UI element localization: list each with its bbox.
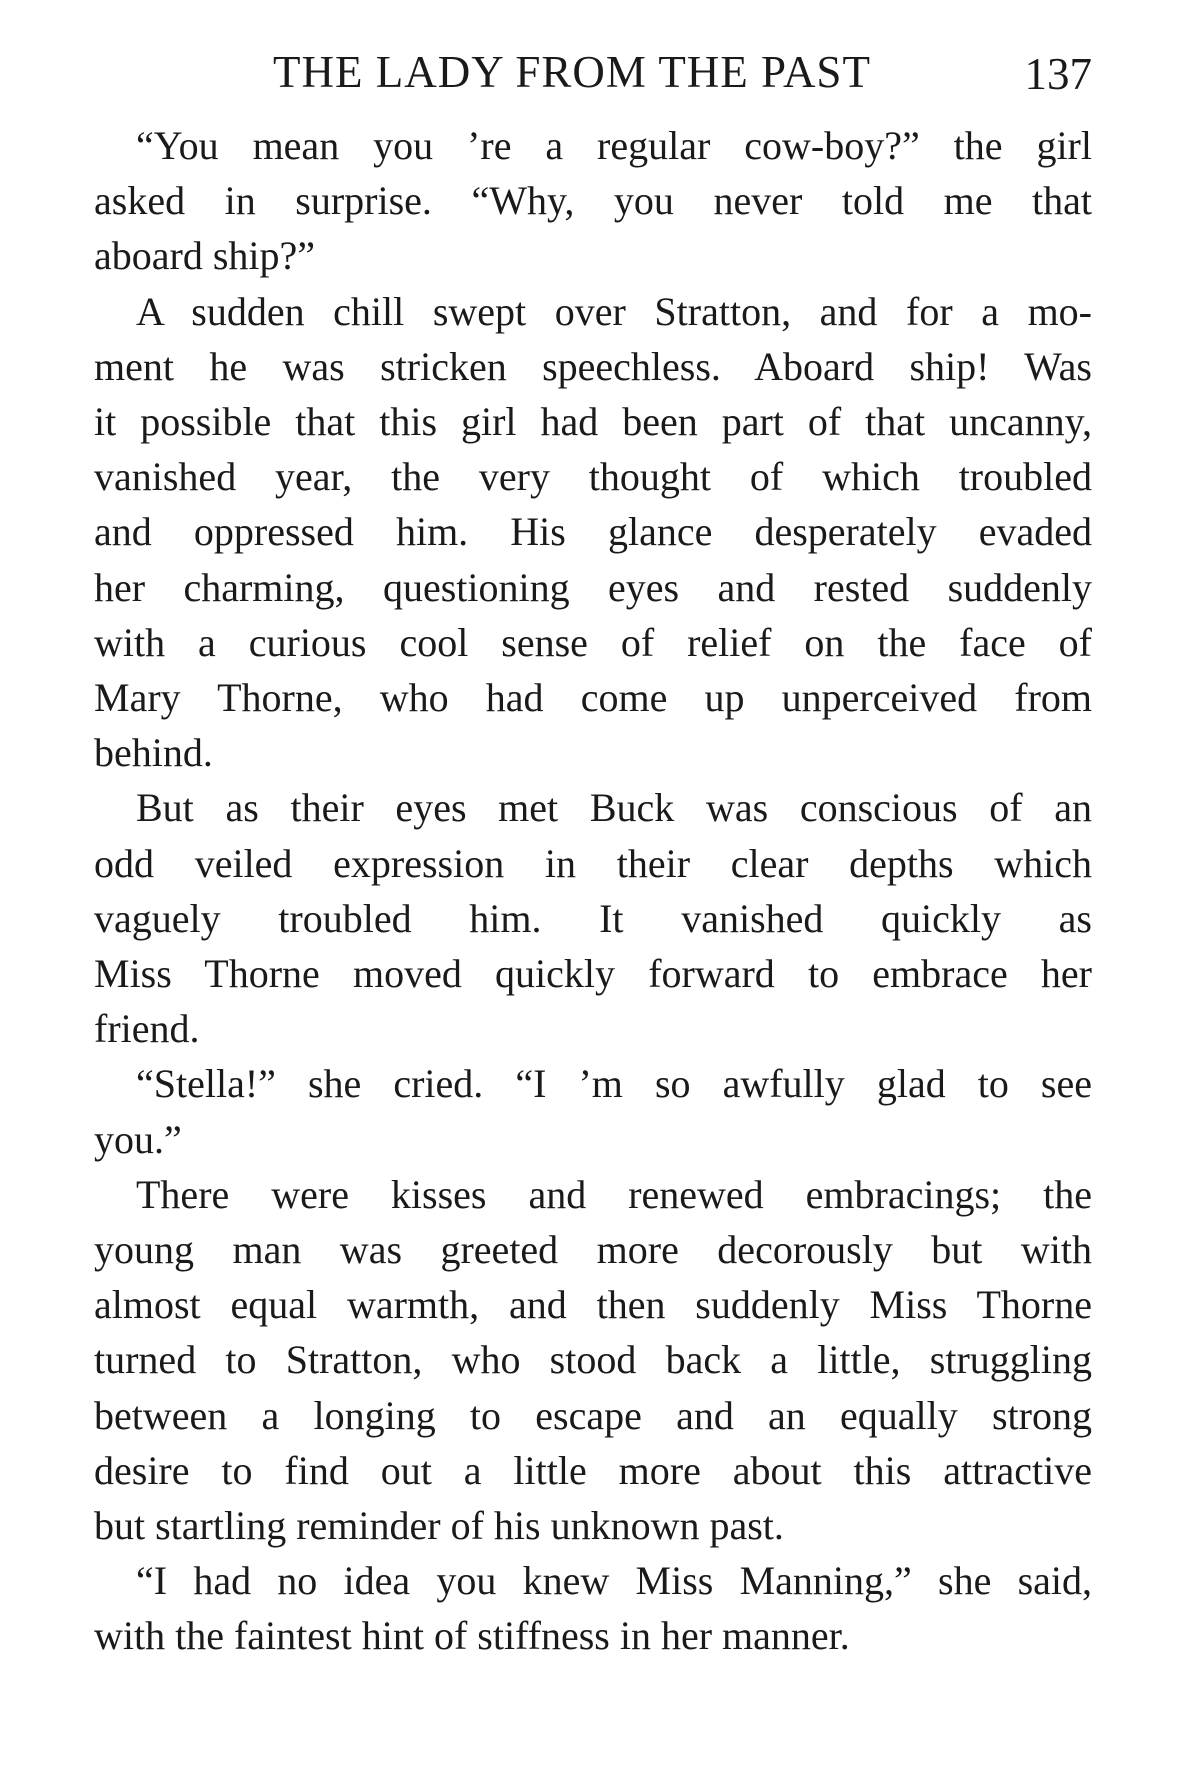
text-line: desire to find out a little more about this attractive xyxy=(94,1447,1092,1493)
text-line: it possible that this girl had been part of that uncanny, xyxy=(94,399,1092,445)
paragraph xyxy=(52,1553,1092,1663)
text-line: behind. xyxy=(94,730,213,776)
paragraph xyxy=(52,118,1092,284)
running-head xyxy=(52,44,1092,100)
paragraph xyxy=(52,780,1092,1056)
text-line: “Stella!” she cried. “I ’m so awfully glad to see xyxy=(136,1061,1092,1107)
paragraph xyxy=(52,1056,1092,1166)
text-line: vaguely troubled him. It vanished quickly as xyxy=(94,895,1092,941)
text-line: and oppressed him. His glance desperately evaded xyxy=(94,509,1092,555)
text-line: “I had no idea you knew Miss Manning,” she said, xyxy=(136,1558,1092,1604)
text-line: aboard ship?” xyxy=(94,233,316,279)
text-line: with the faintest hint of stiffness in her manner. xyxy=(94,1613,850,1659)
text-line: asked in surprise. “Why, you never told me that xyxy=(94,178,1092,224)
text-line: There were kisses and renewed embracings; the xyxy=(136,1171,1092,1217)
page-number: 137 xyxy=(1024,49,1092,99)
paragraph xyxy=(52,284,1092,781)
text-line: but startling reminder of his unknown past. xyxy=(94,1503,784,1549)
text-line: vanished year, the very thought of which troubled xyxy=(94,454,1092,500)
text-line: turned to Stratton, who stood back a little, struggling xyxy=(94,1337,1092,1383)
text-line: “You mean you ’re a regular cow-boy?” the girl xyxy=(136,123,1092,168)
text-line: her charming, questioning eyes and rested suddenly xyxy=(94,564,1092,610)
body-text xyxy=(52,118,1092,1664)
text-line: But as their eyes met Buck was conscious of an xyxy=(136,785,1092,831)
text-line: A sudden chill swept over Stratton, and for a mo- xyxy=(136,288,1092,334)
text-line: almost equal warmth, and then suddenly Miss Thorne xyxy=(94,1282,1092,1328)
text-line: ment he was stricken speechless. Aboard ship! Was xyxy=(94,343,1092,389)
text-line: odd veiled expression in their clear depths which xyxy=(94,840,1092,886)
text-line: young man was greeted more decorously but with xyxy=(94,1227,1092,1273)
text-line: you.” xyxy=(94,1116,182,1162)
text-line: with a curious cool sense of relief on the face of xyxy=(94,619,1092,665)
text-line: Miss Thorne moved quickly forward to embrace her xyxy=(94,951,1092,997)
text-line: between a longing to escape and an equally strong xyxy=(94,1392,1092,1438)
text-line: friend. xyxy=(94,1006,200,1052)
running-title: THE LADY FROM THE PAST xyxy=(273,47,871,97)
text-line: Mary Thorne, who had come up unperceived from xyxy=(94,675,1092,721)
paragraph xyxy=(52,1167,1092,1553)
